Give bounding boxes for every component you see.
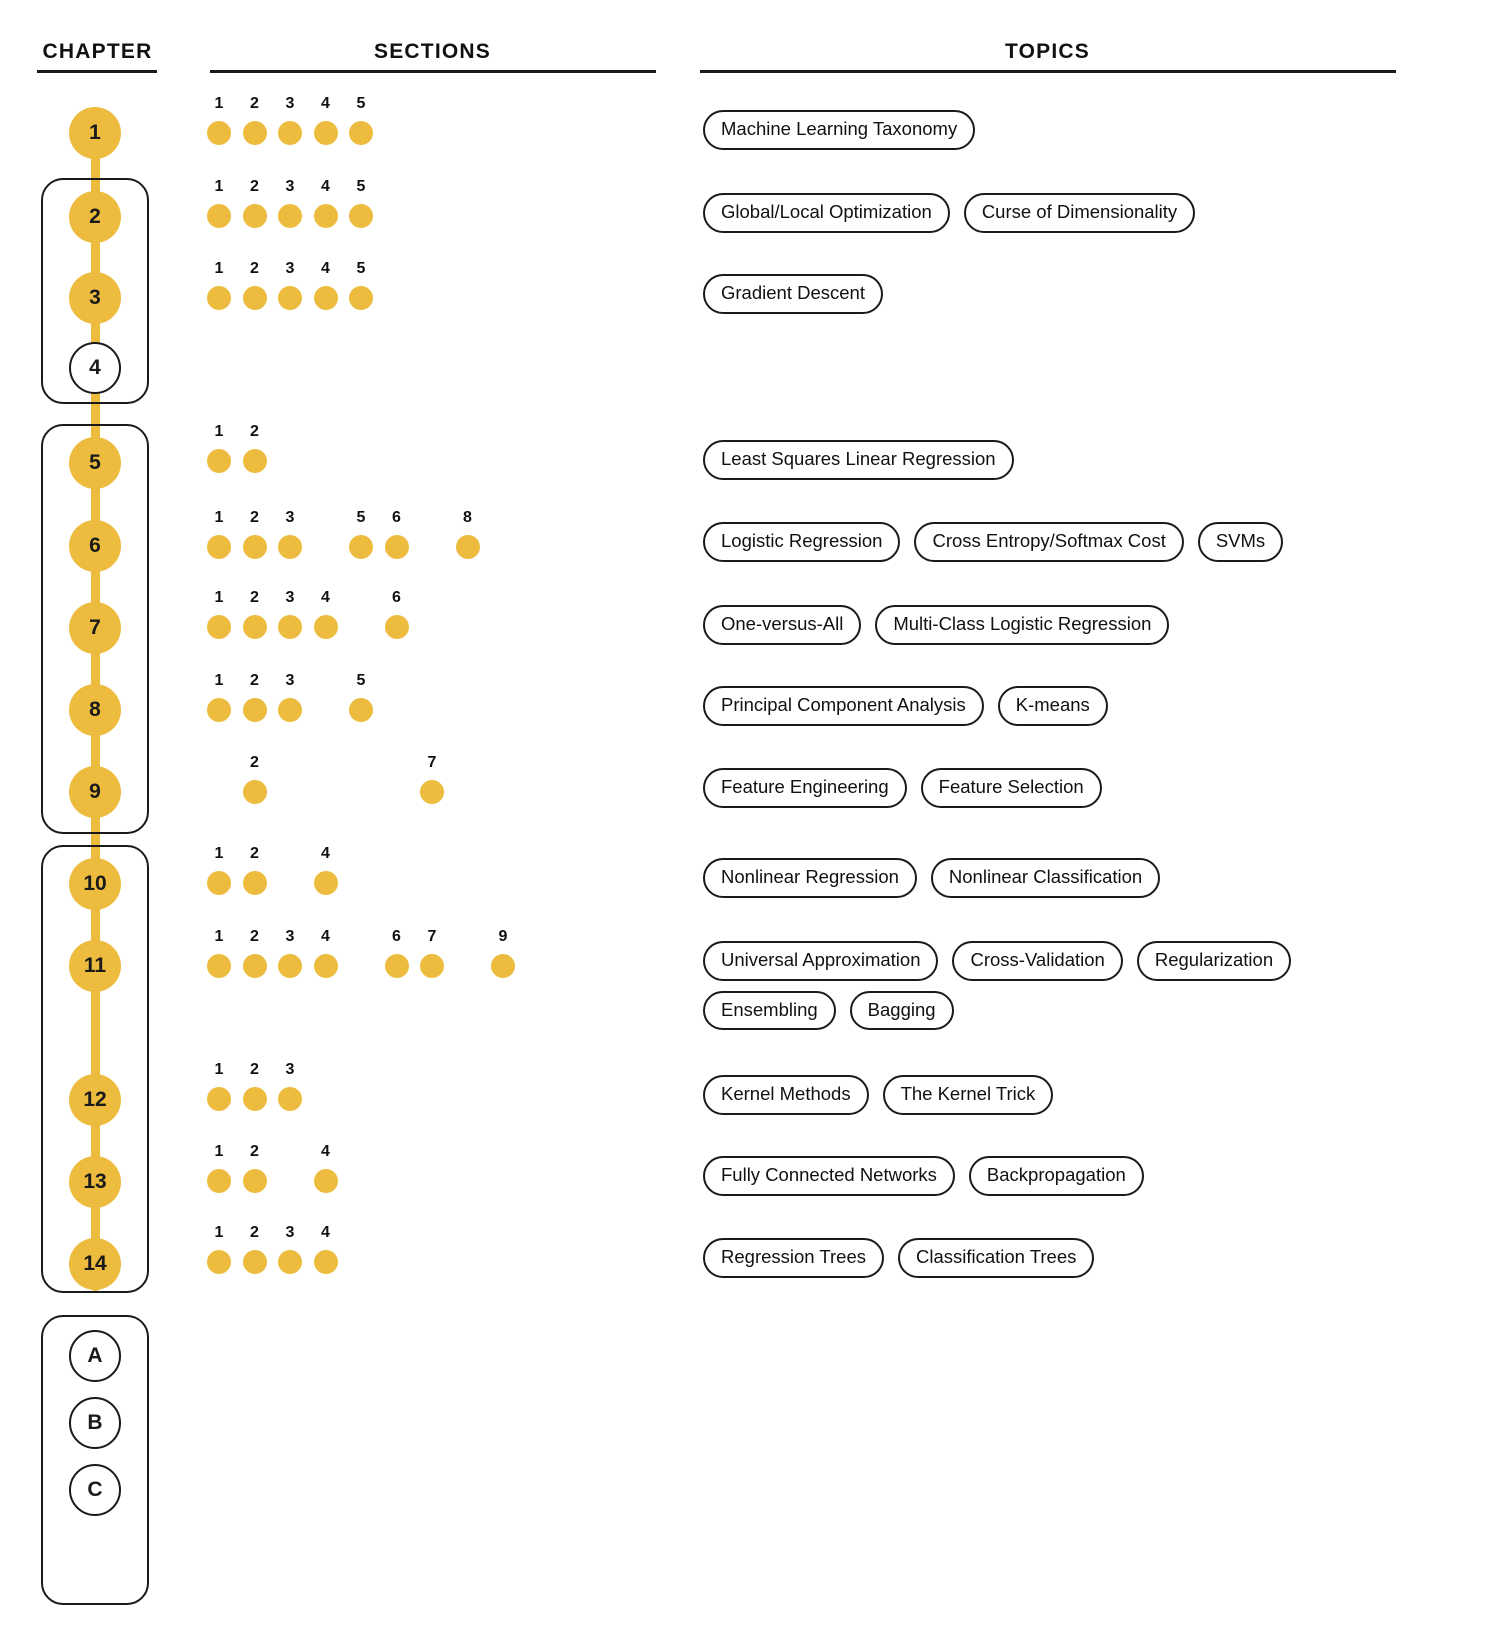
section-number: 1 xyxy=(214,260,224,277)
topic-pill[interactable]: The Kernel Trick xyxy=(883,1075,1054,1115)
chapter-node-6[interactable] xyxy=(69,520,121,572)
section-dot[interactable] xyxy=(314,954,338,978)
section-dot[interactable] xyxy=(243,1087,267,1111)
section-number: 1 xyxy=(214,95,224,112)
topic-row-chapter-9 xyxy=(703,768,1423,808)
topic-pill[interactable]: Machine Learning Taxonomy xyxy=(703,110,975,150)
section-number: 5 xyxy=(356,509,366,526)
topic-pill[interactable]: Global/Local Optimization xyxy=(703,193,950,233)
section-dot[interactable] xyxy=(349,121,373,145)
section-number: 2 xyxy=(250,509,259,526)
topic-pill[interactable]: Multi-Class Logistic Regression xyxy=(875,605,1169,645)
section-number: 2 xyxy=(250,1061,259,1078)
section-dot[interactable] xyxy=(243,954,267,978)
chapter-node-7[interactable] xyxy=(69,602,121,654)
section-number: 3 xyxy=(285,509,295,526)
chapter-node-label: 3 xyxy=(89,286,101,309)
section-number: 4 xyxy=(321,928,330,945)
column-header-topics: TOPICS xyxy=(1005,40,1090,63)
section-number: 5 xyxy=(356,260,366,277)
chapter-node-12[interactable] xyxy=(69,1074,121,1126)
section-dot[interactable] xyxy=(349,535,373,559)
section-number: 7 xyxy=(427,754,437,771)
section-number: 4 xyxy=(321,589,330,606)
section-dot[interactable] xyxy=(278,615,302,639)
section-number: 1 xyxy=(214,423,224,440)
chapter-node-10[interactable] xyxy=(69,858,121,910)
topic-pill[interactable]: Kernel Methods xyxy=(703,1075,869,1115)
section-dot[interactable] xyxy=(243,121,267,145)
section-number: 3 xyxy=(285,672,295,689)
section-number: 1 xyxy=(214,1061,224,1078)
chapter-node-label: 5 xyxy=(89,451,101,474)
section-number: 2 xyxy=(250,178,259,195)
section-dot[interactable] xyxy=(243,698,267,722)
chapter-node-b[interactable] xyxy=(69,1397,121,1449)
section-dot[interactable] xyxy=(420,954,444,978)
topic-pill[interactable]: Principal Component Analysis xyxy=(703,686,984,726)
section-number: 2 xyxy=(250,754,259,771)
section-number: 4 xyxy=(321,845,330,862)
topic-pill[interactable]: Classification Trees xyxy=(898,1238,1094,1278)
chapter-node-label: 6 xyxy=(89,534,101,557)
chapter-node-label: 14 xyxy=(83,1252,107,1275)
section-dot[interactable] xyxy=(314,1250,338,1274)
topic-pill[interactable]: Fully Connected Networks xyxy=(703,1156,955,1196)
section-dot[interactable] xyxy=(314,871,338,895)
topic-pill[interactable]: Nonlinear Regression xyxy=(703,858,917,898)
chapter-group-box-10-14 xyxy=(41,845,149,1293)
topic-pill[interactable]: Regression Trees xyxy=(703,1238,884,1278)
section-dot[interactable] xyxy=(243,1250,267,1274)
chapter-node-label: C xyxy=(87,1478,103,1501)
chapter-node-5[interactable] xyxy=(69,437,121,489)
section-number: 3 xyxy=(285,178,295,195)
topic-row-chapter-12 xyxy=(703,1075,1423,1115)
topic-row-chapter-5 xyxy=(703,440,1423,480)
section-number: 6 xyxy=(392,589,401,606)
section-dot[interactable] xyxy=(207,1250,231,1274)
section-number: 4 xyxy=(321,95,330,112)
topic-row-chapter-13 xyxy=(703,1156,1423,1196)
topic-row-chapter-10 xyxy=(703,858,1423,898)
section-number: 2 xyxy=(250,95,259,112)
section-number: 2 xyxy=(250,672,259,689)
topic-pill[interactable]: Feature Engineering xyxy=(703,768,907,808)
topic-pill[interactable]: Ensembling xyxy=(703,991,836,1031)
section-dot[interactable] xyxy=(278,698,302,722)
chapter-node-4[interactable] xyxy=(69,342,121,394)
section-dot[interactable] xyxy=(349,204,373,228)
topic-pill[interactable]: Gradient Descent xyxy=(703,274,883,314)
chapter-node-8[interactable] xyxy=(69,684,121,736)
topic-row-chapter-2 xyxy=(703,193,1423,233)
topic-pill[interactable]: Nonlinear Classification xyxy=(931,858,1160,898)
section-dot[interactable] xyxy=(207,1169,231,1193)
topic-pill[interactable]: Feature Selection xyxy=(921,768,1102,808)
chapter-node-c[interactable] xyxy=(69,1464,121,1516)
topic-row-chapter-11 xyxy=(703,941,1423,1030)
chapter-header-rule xyxy=(37,70,157,73)
section-number: 2 xyxy=(250,423,259,440)
section-number: 2 xyxy=(250,928,259,945)
section-number: 7 xyxy=(427,928,437,945)
topic-pill[interactable]: Cross-Validation xyxy=(952,941,1122,981)
section-dot[interactable] xyxy=(278,1087,302,1111)
section-dot[interactable] xyxy=(207,449,231,473)
sections-header-rule xyxy=(210,70,656,73)
section-number: 4 xyxy=(321,1224,330,1241)
chapter-node-label: 4 xyxy=(89,356,101,379)
section-dot[interactable] xyxy=(385,615,409,639)
section-number: 1 xyxy=(214,589,224,606)
section-number: 2 xyxy=(250,589,259,606)
topic-pill[interactable]: Cross Entropy/Softmax Cost xyxy=(914,522,1183,562)
chapter-node-13[interactable] xyxy=(69,1156,121,1208)
section-number: 2 xyxy=(250,845,259,862)
section-number: 2 xyxy=(250,1143,259,1160)
topic-pill[interactable]: SVMs xyxy=(1198,522,1283,562)
topic-row-chapter-14 xyxy=(703,1238,1423,1278)
section-dot[interactable] xyxy=(207,1087,231,1111)
section-number: 5 xyxy=(356,95,366,112)
section-number: 1 xyxy=(214,178,224,195)
section-dot[interactable] xyxy=(385,954,409,978)
topic-row-chapter-3 xyxy=(703,274,1423,314)
section-number: 1 xyxy=(214,672,224,689)
topic-pill[interactable]: Logistic Regression xyxy=(703,522,900,562)
section-dot[interactable] xyxy=(456,535,480,559)
section-dot[interactable] xyxy=(349,286,373,310)
chapter-node-14[interactable] xyxy=(69,1238,121,1290)
section-number: 2 xyxy=(250,260,259,277)
section-number: 8 xyxy=(463,509,472,526)
section-dot[interactable] xyxy=(278,535,302,559)
section-number: 3 xyxy=(285,1224,295,1241)
chapter-node-label: A xyxy=(87,1344,103,1367)
column-header-sections: SECTIONS xyxy=(374,40,491,63)
chapter-node-1[interactable] xyxy=(69,107,121,159)
section-dot[interactable] xyxy=(243,286,267,310)
section-dot[interactable] xyxy=(278,204,302,228)
topic-pill[interactable]: Curse of Dimensionality xyxy=(964,193,1195,233)
chapter-node-label: B xyxy=(87,1411,103,1434)
section-dot[interactable] xyxy=(207,286,231,310)
section-dot[interactable] xyxy=(314,204,338,228)
section-dot[interactable] xyxy=(243,204,267,228)
section-dot[interactable] xyxy=(207,121,231,145)
section-dot[interactable] xyxy=(314,121,338,145)
section-dot[interactable] xyxy=(491,954,515,978)
section-number: 9 xyxy=(498,928,508,945)
chapter-node-label: 9 xyxy=(89,780,101,803)
section-dot[interactable] xyxy=(278,121,302,145)
section-dot[interactable] xyxy=(207,204,231,228)
section-dot[interactable] xyxy=(207,954,231,978)
section-dot[interactable] xyxy=(207,615,231,639)
topic-pill[interactable]: Least Squares Linear Regression xyxy=(703,440,1014,480)
section-number: 4 xyxy=(321,260,330,277)
section-dot[interactable] xyxy=(243,1169,267,1193)
section-number: 4 xyxy=(321,1143,330,1160)
section-number: 2 xyxy=(250,1224,259,1241)
chapter-node-label: 8 xyxy=(89,698,101,721)
section-number: 4 xyxy=(321,178,330,195)
section-number: 1 xyxy=(214,509,224,526)
section-number: 5 xyxy=(356,672,366,689)
section-number: 1 xyxy=(214,845,224,862)
section-number: 3 xyxy=(285,928,295,945)
topic-row-chapter-1 xyxy=(703,110,1423,150)
section-number: 5 xyxy=(356,178,366,195)
topic-pill[interactable]: Regularization xyxy=(1137,941,1291,981)
chapter-node-label: 12 xyxy=(83,1088,107,1111)
section-number: 1 xyxy=(214,1224,224,1241)
section-dot[interactable] xyxy=(243,780,267,804)
section-number: 3 xyxy=(285,1061,295,1078)
column-header-chapter: CHAPTER xyxy=(42,40,153,63)
section-dot[interactable] xyxy=(278,1250,302,1274)
topic-pill[interactable]: Universal Approximation xyxy=(703,941,938,981)
section-number: 3 xyxy=(285,260,295,277)
section-dot[interactable] xyxy=(349,698,373,722)
topic-pill[interactable]: K-means xyxy=(998,686,1108,726)
chapter-node-2[interactable] xyxy=(69,191,121,243)
chapter-node-label: 10 xyxy=(83,872,107,895)
topic-pill[interactable]: Bagging xyxy=(850,991,954,1031)
topic-row-chapter-6 xyxy=(703,522,1423,562)
section-dot[interactable] xyxy=(420,780,444,804)
chapter-node-label: 7 xyxy=(89,616,101,639)
topic-pill[interactable]: One-versus-All xyxy=(703,605,861,645)
section-dot[interactable] xyxy=(278,286,302,310)
section-number: 6 xyxy=(392,928,401,945)
section-dot[interactable] xyxy=(243,535,267,559)
section-dot[interactable] xyxy=(385,535,409,559)
topic-row-chapter-8 xyxy=(703,686,1423,726)
chapter-node-a[interactable] xyxy=(69,1330,121,1382)
section-dot[interactable] xyxy=(243,615,267,639)
section-dot[interactable] xyxy=(314,286,338,310)
topics-header-rule xyxy=(700,70,1396,73)
chapter-node-9[interactable] xyxy=(69,766,121,818)
chapter-node-label: 13 xyxy=(83,1170,107,1193)
section-dot[interactable] xyxy=(314,1169,338,1193)
section-dot[interactable] xyxy=(243,871,267,895)
section-number: 3 xyxy=(285,95,295,112)
section-number: 1 xyxy=(214,928,224,945)
chapter-node-3[interactable] xyxy=(69,272,121,324)
section-dot[interactable] xyxy=(207,871,231,895)
chapter-node-label: 11 xyxy=(83,954,107,977)
section-dot[interactable] xyxy=(243,449,267,473)
section-dot[interactable] xyxy=(314,615,338,639)
section-number: 1 xyxy=(214,1143,224,1160)
section-dot[interactable] xyxy=(207,698,231,722)
chapter-node-11[interactable] xyxy=(69,940,121,992)
chapter-node-label: 2 xyxy=(89,205,101,228)
section-dot[interactable] xyxy=(278,954,302,978)
topic-pill[interactable]: Backpropagation xyxy=(969,1156,1144,1196)
section-dot[interactable] xyxy=(207,535,231,559)
chapter-node-label: 1 xyxy=(89,121,101,144)
section-number: 3 xyxy=(285,589,295,606)
section-number: 6 xyxy=(392,509,401,526)
topic-row-chapter-7 xyxy=(703,605,1423,645)
